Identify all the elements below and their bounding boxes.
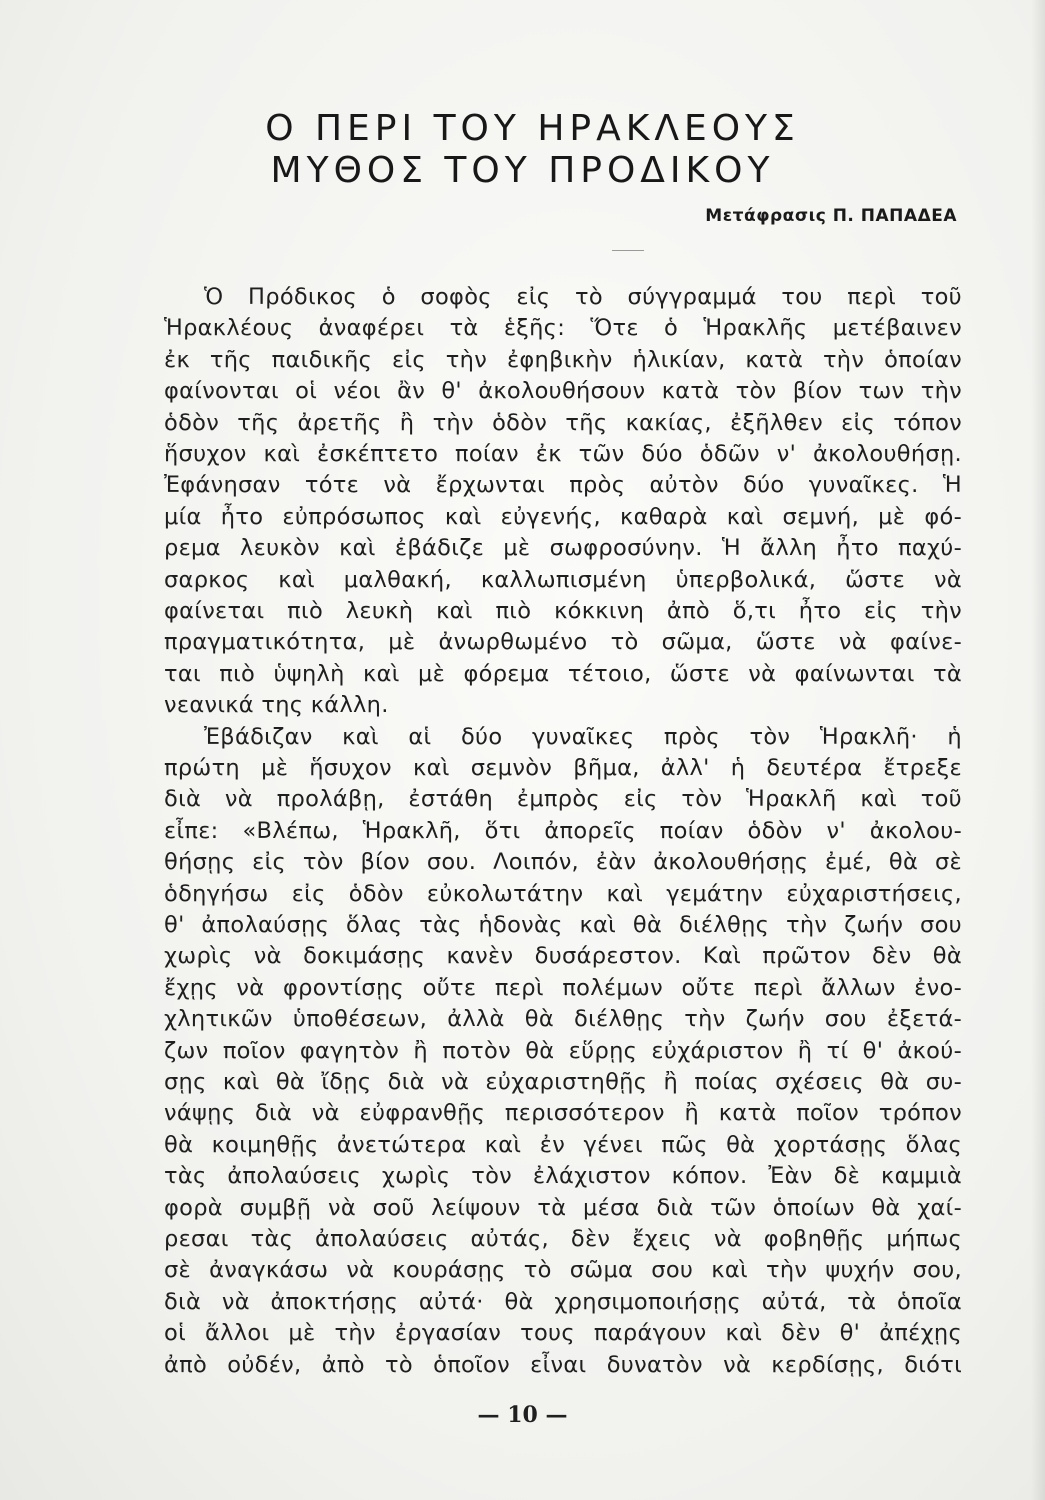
text-line: νάψῃς διὰ νὰ εὐφρανθῇς περισσότερον ἢ κατὰ ποῖον τρόπον [164, 1100, 962, 1127]
text-line: θὰ κοιμηθῇς ἀνετώτερα καὶ ἐν γένει πῶς θὰ χορτάσῃς ὅλας [164, 1131, 962, 1158]
text-line: ἔχῃς νὰ φροντίσῃς οὔτε περὶ πολέμων οὔτε περὶ ἄλλων ἐνο- [164, 974, 962, 1001]
text-line: διὰ νὰ προλάβῃ, ἐστάθη ἐμπρὸς εἰς τὸν Ἡρακλῆ καὶ τοῦ [164, 786, 962, 813]
text-line: φαίνονται οἱ νέοι ἂν θ' ἀκολουθήσουν κατὰ τὸν βίον των τὴν [164, 378, 962, 405]
text-line: νεανικά της κάλλη. [164, 692, 389, 719]
page-number: — 10 — [477, 1402, 568, 1428]
text-line: τὰς ἀπολαύσεις χωρὶς τὸν ἐλάχιστον κόπον. Ἐὰν δὲ καμμιὰ [164, 1163, 962, 1190]
text-line: ὁδὸν τῆς ἀρετῆς ἢ τὴν ὁδὸν τῆς κακίας, ἐξῆλθεν εἰς τόπον [164, 409, 962, 436]
text-line: πραγματικότητα, μὲ ἀνωρθωμένο τὸ σῶμα, ὥστε νὰ φαίνε- [164, 629, 962, 656]
text-line: οἱ ἄλλοι μὲ τὴν ἐργασίαν τους παράγουν καὶ δὲν θ' ἀπέχῃς [164, 1320, 962, 1347]
text-line: σῃς καὶ θὰ ἴδῃς διὰ νὰ εὐχαριστηθῇς ἢ ποίας σχέσεις θὰ συ- [164, 1069, 962, 1095]
text-line: σὲ ἀναγκάσω νὰ κουράσῃς τὸ σῶμα σου καὶ τὴν ψυχήν σου, [164, 1257, 962, 1284]
text-line: φορὰ συμβῇ νὰ σοῦ λείψουν τὰ μέσα διὰ τῶν ὁποίων θὰ χαί- [164, 1194, 962, 1221]
text-line: Ἡρακλέους ἀναφέρει τὰ ἑξῆς: Ὅτε ὁ Ἡρακλῆς μετέβαινεν [164, 315, 962, 342]
page-edge-shadow [1031, 0, 1045, 1500]
text-line: σαρκος καὶ μαλθακή, καλλωπισμένη ὑπερβολικά, ὥστε νὰ [164, 566, 962, 593]
divider-rule [612, 250, 644, 251]
text-line: ἥσυχον καὶ ἐσκέπτετο ποίαν ἐκ τῶν δύο ὁδῶν ν' ἀκολουθήσῃ. [164, 441, 962, 467]
text-line: ἀπὸ οὐδέν, ἀπὸ τὸ ὁποῖον εἶναι δυνατὸν νὰ κερδίσῃς, διότι [164, 1351, 962, 1378]
text-line: μία ἦτο εὐπρόσωπος καὶ εὐγενής, καθαρὰ καὶ σεμνή, μὲ φό- [164, 503, 962, 530]
text-line: χωρὶς νὰ δοκιμάσῃς κανὲν δυσάρεστον. Καὶ πρῶτον δὲν θὰ [164, 943, 962, 970]
text-line: θήσῃς εἰς τὸν βίον σου. Λοιπόν, ἐὰν ἀκολουθήσῃς ἐμέ, θὰ σὲ [164, 849, 962, 876]
text-line: ζων ποῖον φαγητὸν ἢ ποτὸν θὰ εὕρῃς εὐχάριστον ἢ τί θ' ἀκού- [164, 1037, 962, 1064]
translator-credit: Μετάφρασις Π. ΠΑΠΑΔΕΑ [705, 206, 957, 226]
text-line: ἐκ τῆς παιδικῆς εἰς τὴν ἐφηβικὴν ἡλικίαν, κατὰ τὴν ὁποίαν [164, 346, 962, 373]
text-line: πρώτη μὲ ἥσυχον καὶ σεμνὸν βῆμα, ἀλλ' ἡ δευτέρα ἔτρεξε [164, 755, 962, 781]
text-line: χλητικῶν ὑποθέσεων, ἀλλὰ θὰ διέλθῃς τὴν ζωήν σου ἐξετά- [164, 1006, 962, 1033]
title-line-1: Ο ΠΕΡΙ ΤΟΥ ΗΡΑΚΛΕΟΥΣ [265, 108, 800, 149]
text-line: Ἐφάνησαν τότε νὰ ἔρχωνται πρὸς αὐτὸν δύο γυναῖκες. Ἡ [164, 472, 962, 499]
text-line: Ἐβάδιζαν καὶ αἱ δύο γυναῖκες πρὸς τὸν Ἡρακλῆ· ἡ [204, 723, 962, 750]
text-line: διὰ νὰ ἀποκτήσῃς αὐτά· θὰ χρησιμοποιήσῃς αὐτά, τὰ ὁποῖα [164, 1288, 962, 1315]
text-line: εἶπε: «Βλέπω, Ἡρακλῆ, ὅτι ἀπορεῖς ποίαν ὁδὸν ν' ἀκολου- [164, 817, 962, 844]
title-line-2: ΜΥΘΟΣ ΤΟΥ ΠΡΟΔΙΚΟΥ [270, 150, 775, 191]
text-line: ρεσαι τὰς ἀπολαύσεις αὐτάς, δὲν ἔχεις νὰ φοβηθῇς μήπως [164, 1226, 962, 1252]
text-line: θ' ἀπολαύσῃς ὅλας τὰς ἡδονὰς καὶ θὰ διέλθῃς τὴν ζωήν σου [164, 912, 962, 938]
text-line: ται πιὸ ὑψηλὴ καὶ μὲ φόρεμα τέτοιο, ὥστε νὰ φαίνωνται τὰ [164, 660, 962, 687]
text-line: ὁδηγήσω εἰς ὁδὸν εὐκολωτάτην καὶ γεμάτην εὐχαριστήσεις, [164, 880, 962, 907]
text-line: ρεμα λευκὸν καὶ ἐβάδιζε μὲ σωφροσύνην. Ἡ ἄλλη ἦτο παχύ- [164, 535, 962, 562]
text-line: Ὁ Πρόδικος ὁ σοφὸς εἰς τὸ σύγγραμμά του περὶ τοῦ [204, 284, 962, 310]
text-line: φαίνεται πιὸ λευκὴ καὶ πιὸ κόκκινη ἀπὸ ὅ,τι ἦτο εἰς τὴν [164, 598, 962, 624]
